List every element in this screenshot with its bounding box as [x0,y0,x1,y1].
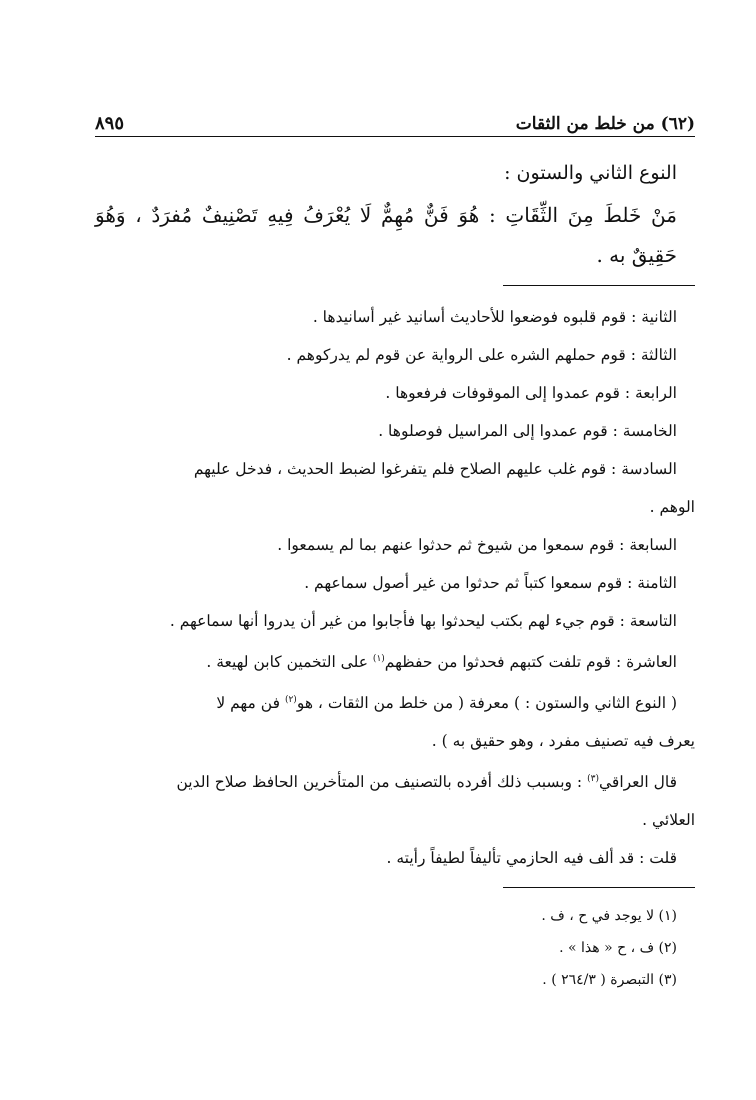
commentary-line: التاسعة : قوم جيء لهم بكتب ليحدثوا بها فأجابوا من غير أن يدروا أنها سماعهم . [169,612,677,630]
commentary-line [95,760,677,801]
commentary-line: الرابعة : قوم عمدوا إلى الموقوفات فرفعوها . [385,384,677,402]
commentary-line: يعرف فيه تصنيف مفرد ، وهو حقيق به ) . [431,732,695,751]
commentary-line: الثامنة : قوم سمعوا كتباً ثم حدثوا من غير أصول سماعهم . [304,574,677,592]
commentary-line: الثالثة : قوم حملهم الشره على الرواية عن قوم لم يدركوهم . [286,346,677,364]
commentary-line: العلائي . [642,811,695,830]
commentary-line [95,640,677,681]
footnote: (٣) التبصرة ( ٢٦٤/٣ ) . [542,972,677,989]
entry-heading: النوع الثاني والستون : [504,162,677,184]
running-title: (٦٢) من خلط من الثقات [515,114,695,134]
commentary-segment: ( النوع الثاني والستون : ) معرفة ( من خلط من الثقات ، هو [296,694,677,713]
commentary [95,298,695,877]
commentary-segment: العاشرة : قوم تلفت كتبهم فحدثوا من حفظهم [384,653,677,672]
commentary-line: الخامسة : قوم عمدوا إلى المراسيل فوصلوها . [378,422,677,440]
commentary-segment: فن مهم لا [216,694,280,713]
commentary-segment: قال العراقي [598,773,677,792]
book-page [95,100,695,996]
commentary-line: الوهم . [649,498,695,516]
footnotes [95,900,695,996]
commentary-line: الثانية : قوم قلبوه فوضعوا للأحاديث أسانيد غير أسانيدها . [312,308,677,326]
footnote-ref: (٣) [587,774,599,785]
footnote-divider [503,887,695,888]
commentary-line: السادسة : قوم غلب عليهم الصلاح فلم يتفرغوا لضبط الحديث ، فدخل عليهم [193,460,677,478]
commentary-segment: على التخمين كابن لهيعة . [206,653,368,672]
commentary-line [95,681,677,722]
commentary-line: السابعة : قوم سمعوا من شيوخ ثم حدثوا عنهم بما لم يسمعوا . [277,536,677,554]
section-divider [503,285,695,286]
page-number: ٨٩٥ [95,113,125,134]
footnote: (٢) ف ، ح « هذا » . [559,940,677,957]
commentary-line: قلت : قد ألف فيه الحازمي تأليفاً لطيفاً رأيته . [386,849,677,868]
entry-body: مَنْ خَلطَ مِنَ الثِّقَاتِ : هُوَ فَنٌّ مُهِمٌّ لَا يُعْرَفُ فِيهِ تَصْنِيفٌ مُفرَدٌ ، وَهُوَ حَقِيقٌ به . [95,203,677,267]
footnote-ref: (٢) [284,695,297,706]
footnote-ref: (١) [372,654,385,664]
commentary-segment: : وبسبب ذلك أفرده بالتصنيف من المتأخرين الحافظ صلاح الدين [176,773,583,792]
page-header [95,100,695,137]
footnote: (١) لا يوجد في ح ، ف . [541,908,677,925]
